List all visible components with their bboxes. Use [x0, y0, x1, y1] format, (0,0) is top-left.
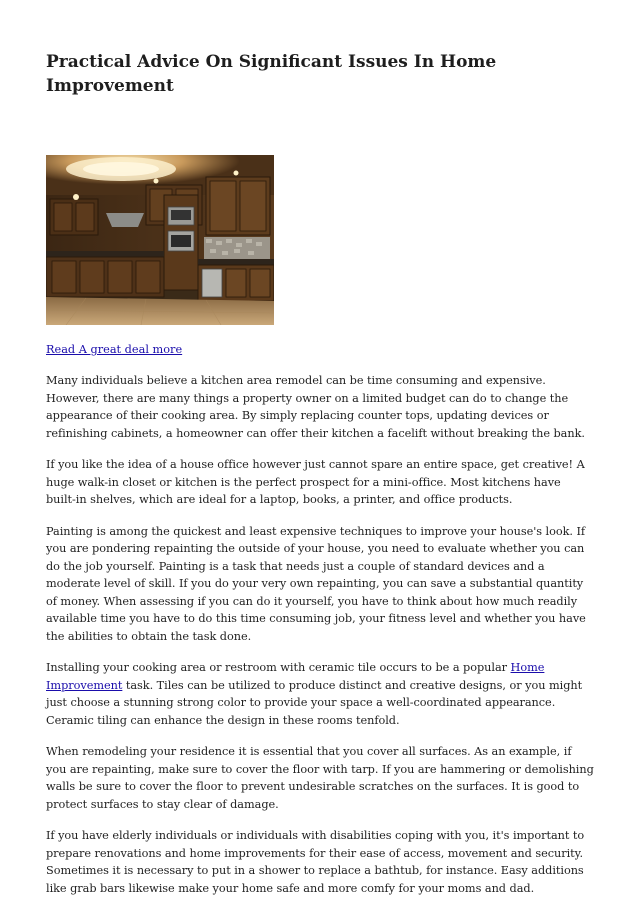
paragraph-1: Many individuals believe a kitchen area remodel can be time consuming and expensive. However, there are many things a property owner on a limited budget can do to change the appearance of their cooking area. By simply replacing counter tops, updating devices or refinishing cabinets, a homeowner can offer their kitchen a facelift without breaking the bank.	[46, 374, 585, 440]
paragraph-6: If you have elderly individuals or individuals with disabilities coping with you, it's important to prepare renovations and home improvements for their ease of access, movement and security. Sometimes it is necessary to put in a shower to replace a bathtub, for instance. Easy additions like grab bars likewise make your home safe and more comfy for your moms and dad.	[46, 829, 585, 895]
article-body	[46, 372, 594, 897]
page-title: Practical Advice On Significant Issues In Home Improvement	[46, 52, 497, 96]
kitchen-photo	[46, 155, 274, 325]
kitchen-photo-icon	[46, 155, 274, 325]
document-page	[46, 50, 594, 897]
paragraph-5: When remodeling your residence it is essential that you cover all surfaces. As an example, if you are repainting, make sure to cover the floor with tarp. If you are hammering or demolishing walls be sure to cover the floor to prevent undesirable scratches on the surfaces. It is good to protect surfaces to stay clear of damage.	[46, 745, 594, 811]
paragraph-4-text-before: Installing your cooking area or restroom with ceramic tile occurs to be a popular	[46, 661, 511, 674]
paragraph-3: Painting is among the quickest and least expensive techniques to improve your house's look. If you are pondering repainting the outside of your house, you need to evaluate whether you can do the job yourself. Painting is a task that needs just a couple of standard devices and a moderate level of skill. If you do your very own repainting, you can save a substantial quantity of money. When assessing if you can do it yourself, you have to think about how much readily available time you have to do this time consuming job, your fitness level and whether you have the abilities to obtain the task done.	[46, 524, 586, 643]
paragraph-4	[46, 659, 594, 729]
paragraph-4-text-after: task. Tiles can be utilized to produce distinct and creative designs, or you might just choose a stunning strong color to provide your space a well-coordinated appearance. Ceramic tiling can enhance the design in these rooms tenfold.	[46, 678, 583, 727]
read-more-link[interactable]: Read A great deal more	[46, 343, 183, 356]
home-improvement-link[interactable]: Home Improvement	[46, 661, 545, 692]
paragraph-2: If you like the idea of a house office however just cannot spare an entire space, get creative! A huge walk-in closet or kitchen is the perfect prospect for a mini-office. Most kitchens have built-in shelves, which are ideal for a laptop, books, a printer, and office products.	[46, 458, 585, 506]
